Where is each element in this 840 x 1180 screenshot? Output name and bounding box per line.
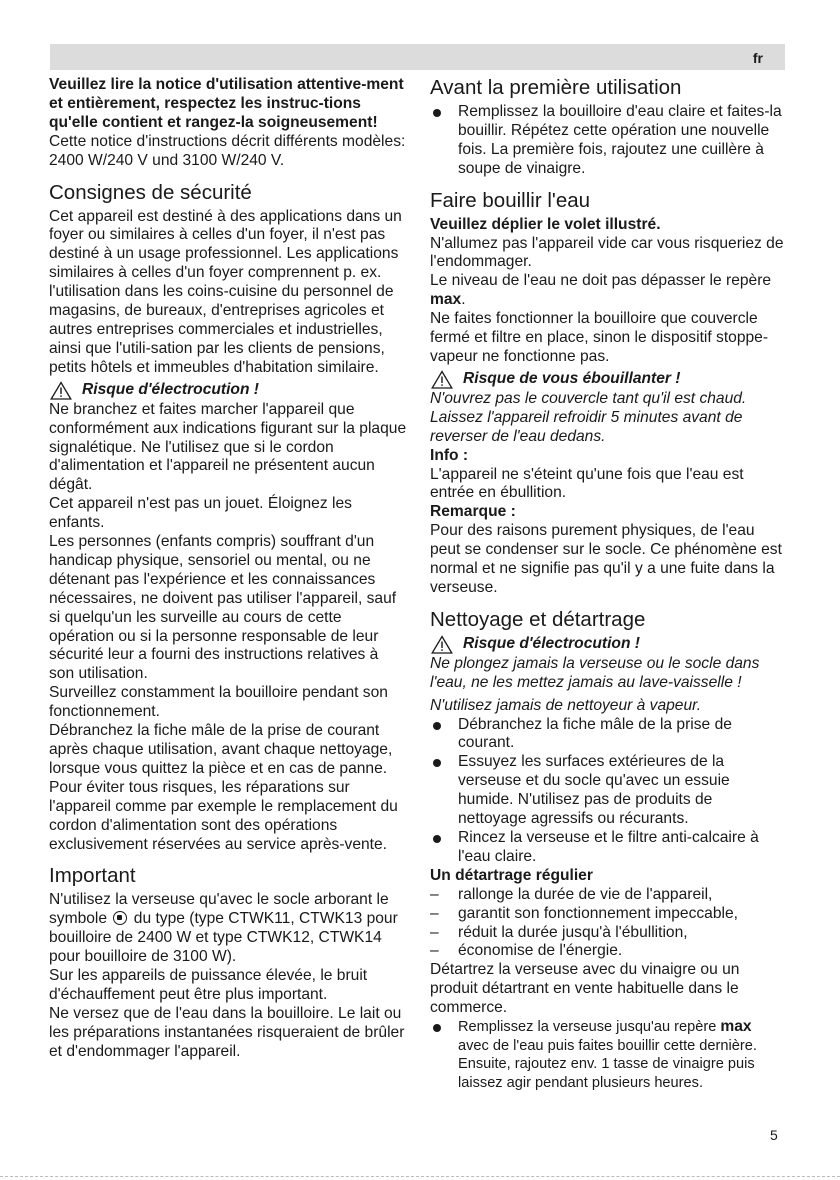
warning-shock xyxy=(49,381,407,400)
important-paragraph: Ne versez que de l'eau dans la bouilloire. Le lait ou les préparations instantanées risqueraient de brûler et d'endommager l'appareil. xyxy=(49,1004,405,1060)
important-paragraph: Sur les appareils de puissance élevée, le bruit d'échauffement peut être plus important. xyxy=(49,967,368,1003)
page-number: 5 xyxy=(770,1127,778,1143)
boil-text: Le niveau de l'eau ne doit pas dépasser le repère xyxy=(430,272,772,290)
intro-bold: Veuillez lire la notice d'utilisation attentive-ment et entièrement, respectez les instruc-tions qu'elle contient et rangez-la soigneusement! xyxy=(49,76,404,131)
header-bar xyxy=(50,44,785,70)
list-item: Essuyez les surfaces extérieures de la verseuse et du socle qu'avec un essuie humide. N'utilisez pas de produits de nettoyage agressifs ou récurants. xyxy=(430,753,785,829)
descale-benefits-list xyxy=(430,886,785,962)
remark-text: Pour des raisons purement physiques, de l'eau peut se condenser sur le socle. Ce phénomène est normal et ne signifie pas qu'il y a une fuite dans la verseuse. xyxy=(430,522,782,596)
list-item xyxy=(430,1018,785,1092)
warning-triangle-icon xyxy=(50,381,72,400)
boil-paragraph: N'allumez pas l'appareil vide car vous risqueriez de l'endommager. xyxy=(430,234,784,271)
safety-paragraph: Les personnes (enfants compris) souffrant d'un handicap physique, sensoriel ou mental, ou ne détenant pas l'expérience et les connaissances nécessaires, ne doivent pas utiliser l'appareil, sauf si quelqu'un les surveille au cours de cette opération ou si la personne responsable de leur sécurité leur a fourni des instructions relatives à son utilisation. xyxy=(49,533,397,683)
safety-paragraph: Cet appareil n'est pas un jouet. Éloignez les enfants. xyxy=(49,495,352,532)
boil-paragraph: Ne faites fonctionner la bouilloire que couvercle fermé et filtre en place, sinon le dispositif stoppe-vapeur ne fonctionne pas. xyxy=(430,310,769,365)
info-text: L'appareil ne s'éteint qu'une fois que l'eau est entrée en ébullition. xyxy=(430,465,744,502)
important-heading: Important xyxy=(49,864,136,888)
safety-paragraph: Débranchez la fiche mâle de la prise de courant après chaque utilisation, avant chaque nettoyage, lorsque vous quittez la pièce et en cas de panne. xyxy=(49,722,393,777)
warning-triangle-icon xyxy=(431,635,453,654)
safety-paragraph: Ne branchez et faites marcher l'appareil que conformément aux indications figurant sur la plaque signalétique. Ne l'utilisez que si le cordon d'alimentation et l'appareil ne présentent aucun dégât. xyxy=(49,400,407,494)
page-edge-divider xyxy=(0,1176,840,1177)
descale-step-text: avec de l'eau puis faites bouillir cette dernière. Ensuite, rajoutez env. 1 tasse de vinaigre puis laissez agir pendant plusieurs heures. xyxy=(458,1037,757,1091)
list-item: – réduit la durée jusqu'à l'ébullition, xyxy=(430,924,785,943)
important-text-a: N'utilisez la verseuse qu'avec le socle arborant le symbole xyxy=(49,891,389,928)
list-item: Remplissez la bouilloire d'eau claire et faites-la bouillir. Répétez cette opération une nouvelle fois. La première fois, rajoutez une cuillère à soupe de vinaigre. xyxy=(430,103,785,179)
boil-paragraph: Le niveau de l'eau ne doit pas dépasser le repère max. xyxy=(430,272,772,309)
safety-heading: Consignes de sécurité xyxy=(49,180,252,204)
warning-label: Risque de vous ébouillanter ! xyxy=(463,369,681,387)
warning-burn xyxy=(430,370,785,389)
first-use-heading: Avant la première utilisation xyxy=(430,76,682,99)
safety-paragraph: Surveillez constamment la bouilloire pendant son fonctionnement. xyxy=(49,684,388,721)
language-label: fr xyxy=(752,50,763,66)
clean-italic: Ne plongez jamais la verseuse ou le socle dans l'eau, ne les mettez jamais au lave-vaisselle ! xyxy=(430,654,760,691)
safety-paragraph: Pour éviter tous risques, les réparations sur l'appareil comme par exemple le remplacement du cordon d'alimentation sont des opérations exclusivement réservées au service après-vente. xyxy=(49,778,398,853)
warning-label: Risque d'électrocution ! xyxy=(463,634,640,652)
list-item: Rincez la verseuse et le filtre anti-calcaire à l'eau claire. xyxy=(430,829,785,867)
important-paragraph xyxy=(49,891,407,967)
warning-label: Risque d'électrocution ! xyxy=(82,380,259,398)
list-item: Débranchez la fiche mâle de la prise de courant. xyxy=(430,716,785,754)
boil-heading: Faire bouillir l'eau xyxy=(430,188,591,212)
descale-label: Un détartrage régulier xyxy=(430,866,593,884)
right-column xyxy=(430,76,785,1092)
clean-italic: N'utilisez jamais de nettoyeur à vapeur. xyxy=(430,696,702,714)
safety-paragraph: Cet appareil est destiné à des applications dans un foyer ou similaires à celles d'un foyer, il n'est pas destiné à un usage professionnel. Les applications similaires à celles d'un foyer comprennent p. ex. l'utilisation dans les coins-cuisine du personnel de magasins, de bureaux, d'entreprises agricoles et autres entreprises commerciales et industrielles, ainsi que l'utili-sation par les clients de pensions, petits hôtels et immeubles d'habitation similaire. xyxy=(49,207,402,376)
clean-list xyxy=(430,716,785,867)
base-symbol-icon xyxy=(113,911,127,925)
max-label: max xyxy=(720,1018,752,1036)
descale-text: Détartrez la verseuse avec du vinaigre ou un produit détartrant en vente habituelle dans le commerce. xyxy=(430,961,740,1017)
descale-step-text: Remplissez la verseuse jusqu'au repère xyxy=(458,1019,717,1036)
list-item: – garantit son fonctionnement impeccable, xyxy=(430,905,785,924)
list-item: – rallonge la durée de vie de l'appareil, xyxy=(430,886,785,905)
boil-bold: Veuillez déplier le volet illustré. xyxy=(430,215,661,233)
warning-shock xyxy=(430,635,785,654)
descale-steps-list xyxy=(430,1018,785,1092)
info-label: Info : xyxy=(430,446,469,464)
remark-label: Remarque : xyxy=(430,503,516,521)
left-column xyxy=(49,76,407,1062)
intro-text: Cette notice d'instructions décrit différents modèles: 2400 W/240 V und 3100 W/240 V. xyxy=(49,132,406,169)
important-text-b: du type (type CTWK11, CTWK13 pour bouilloire de 2400 W et type CTWK12, CTWK14 pour bouilloire de 3100 W). xyxy=(49,910,398,966)
clean-heading: Nettoyage et détartrage xyxy=(430,607,646,631)
first-use-list xyxy=(430,103,785,179)
max-label: max xyxy=(430,291,462,309)
warning-triangle-icon xyxy=(431,370,453,389)
burn-text: N'ouvrez pas le couvercle tant qu'il est chaud. Laissez l'appareil refroidir 5 minutes avant de reverser de l'eau dedans. xyxy=(430,389,747,445)
list-item: – économise de l'énergie. xyxy=(430,942,785,961)
